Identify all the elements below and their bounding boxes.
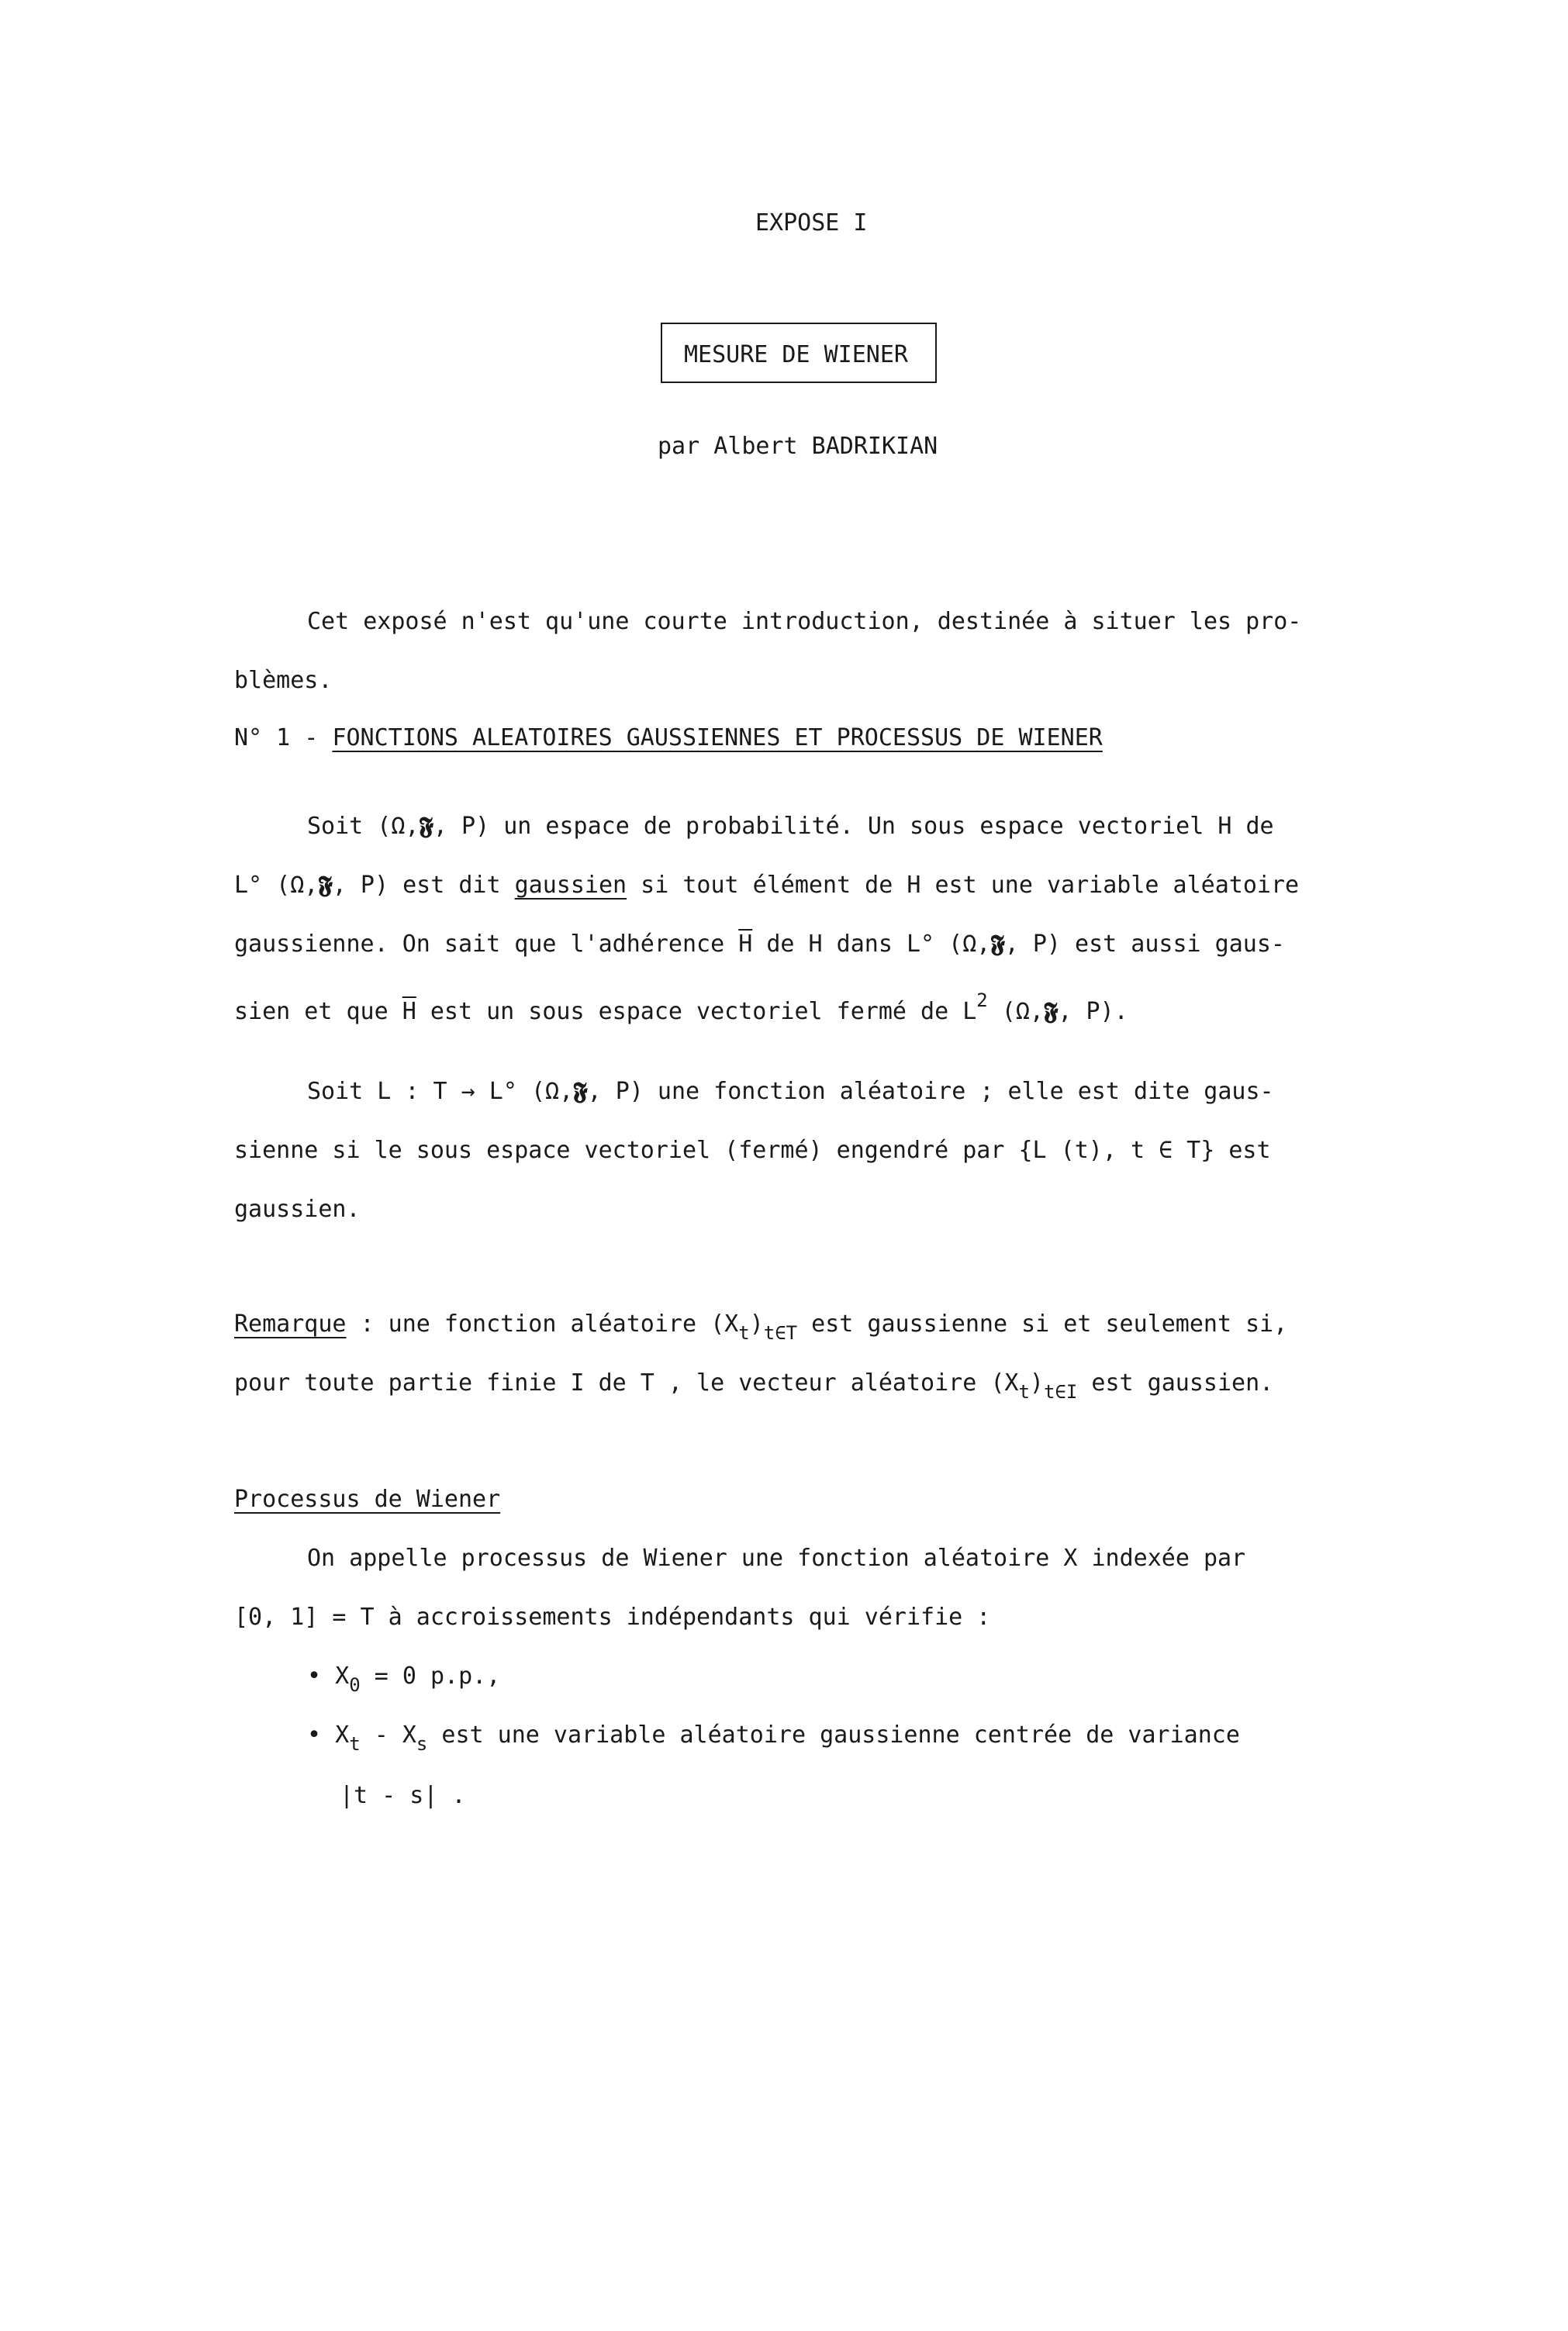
subscript-0: 0 (349, 1674, 361, 1696)
subscript-t: t (738, 1322, 750, 1344)
p1-l4d: , P). (1058, 998, 1128, 1025)
index-set-t-in-I: t∈I (1043, 1381, 1078, 1403)
remark-line-2 (234, 1369, 1273, 1403)
sigma-algebra-symbol: 𝕱 (573, 1078, 588, 1105)
p1-line-3 (234, 931, 1285, 958)
p1-l3a: gaussienne. On sait que l'adhérence (234, 931, 739, 958)
subscript-t: t (1018, 1381, 1030, 1403)
section-1-title: FONCTIONS ALEATOIRES GAUSSIENNES ET PROCESSUS DE WIENER (332, 724, 1103, 751)
p1-l2b: , P) est dit (332, 872, 515, 899)
intro-line-2: blèmes. (234, 667, 333, 694)
author: par Albert BADRIKIAN (658, 433, 938, 460)
wiener-heading: Processus de Wiener (234, 1486, 501, 1513)
term-gaussien: gaussien (514, 872, 627, 899)
wiener-bullet-1 (307, 1663, 500, 1696)
sigma-algebra-symbol: 𝕱 (990, 931, 1005, 958)
p2-l1a: Soit L : T → L° (Ω, (307, 1078, 574, 1105)
bullet-2b: - X (360, 1721, 416, 1749)
sigma-algebra-symbol: 𝕱 (1043, 998, 1059, 1025)
intro-line-1: Cet exposé n'est qu'une courte introduction, destinée à situer les pro- (307, 608, 1302, 635)
p1-l1a: Soit (Ω, (307, 813, 420, 840)
p1-l1b: , P) un espace de probabilité. Un sous espace vectoriel H de (433, 813, 1274, 840)
paren-close: ) (749, 1311, 764, 1338)
p1-l4a: sien et que (234, 998, 402, 1025)
subscript-t: t (349, 1733, 361, 1755)
p1-l3c: , P) est aussi gaus- (1004, 931, 1285, 958)
bullet-2c: est une variable aléatoire gaussienne centrée de variance (427, 1721, 1240, 1749)
p1-l4b: est un sous espace vectoriel fermé de L (416, 998, 977, 1025)
p1-l2c: si tout élément de H est une variable aléatoire (627, 872, 1300, 899)
bullet-2a: • X (307, 1721, 350, 1749)
paren-close: ) (1029, 1369, 1044, 1397)
remark-line-1 (234, 1311, 1287, 1344)
wiener-line-2: [0, 1] = T à accroissements indépendants qui vérifie : (234, 1604, 991, 1631)
remark-l1b: est gaussienne si et seulement si, (797, 1311, 1288, 1338)
section-1-heading (234, 724, 1103, 751)
p1-line-4 (234, 989, 1128, 1025)
p2-l1b: , P) une fonction aléatoire ; elle est dite gaus- (587, 1078, 1274, 1105)
section-1-prefix: N° 1 - (234, 724, 333, 751)
variance-expression: |t - s| . (340, 1782, 466, 1809)
wiener-line-1: On appelle processus de Wiener une fonction aléatoire X indexée par (307, 1545, 1246, 1572)
p2-line-3: gaussien. (234, 1196, 361, 1223)
remark-label: Remarque (234, 1311, 347, 1338)
p1-l2a: L° (Ω, (234, 872, 319, 899)
exponent-2: 2 (976, 989, 988, 1011)
sigma-algebra-symbol: 𝕱 (318, 872, 333, 899)
h-closure: $\overline{H}$ (402, 998, 416, 1025)
p1-line-2 (234, 872, 1299, 899)
p1-l4c: (Ω, (987, 998, 1044, 1025)
expose-number: EXPOSE I (755, 209, 868, 237)
p2-line-1 (307, 1078, 1274, 1105)
sigma-algebra-symbol: 𝕱 (419, 813, 433, 840)
wiener-bullet-2 (307, 1721, 1240, 1755)
p1-l3b: de H dans L° (Ω, (752, 931, 991, 958)
remark-l1a: : une fonction aléatoire (X (346, 1311, 739, 1338)
index-set-t-in-T: t∈T (763, 1322, 798, 1344)
bullet-1a: • X (307, 1663, 350, 1690)
subscript-s: s (416, 1733, 428, 1755)
page-title: MESURE DE WIENER (684, 341, 908, 368)
p1-line-1 (307, 813, 1274, 840)
remark-l2b: est gaussien. (1077, 1369, 1274, 1397)
bullet-1b: = 0 p.p., (360, 1663, 501, 1690)
p2-line-2: sienne si le sous espace vectoriel (fermé) engendré par {L (t), t ∈ T} est (234, 1137, 1271, 1164)
remark-l2a: pour toute partie finie I de T , le vecteur aléatoire (X (234, 1369, 1019, 1397)
h-closure: $\overline{H}$ (738, 931, 753, 958)
